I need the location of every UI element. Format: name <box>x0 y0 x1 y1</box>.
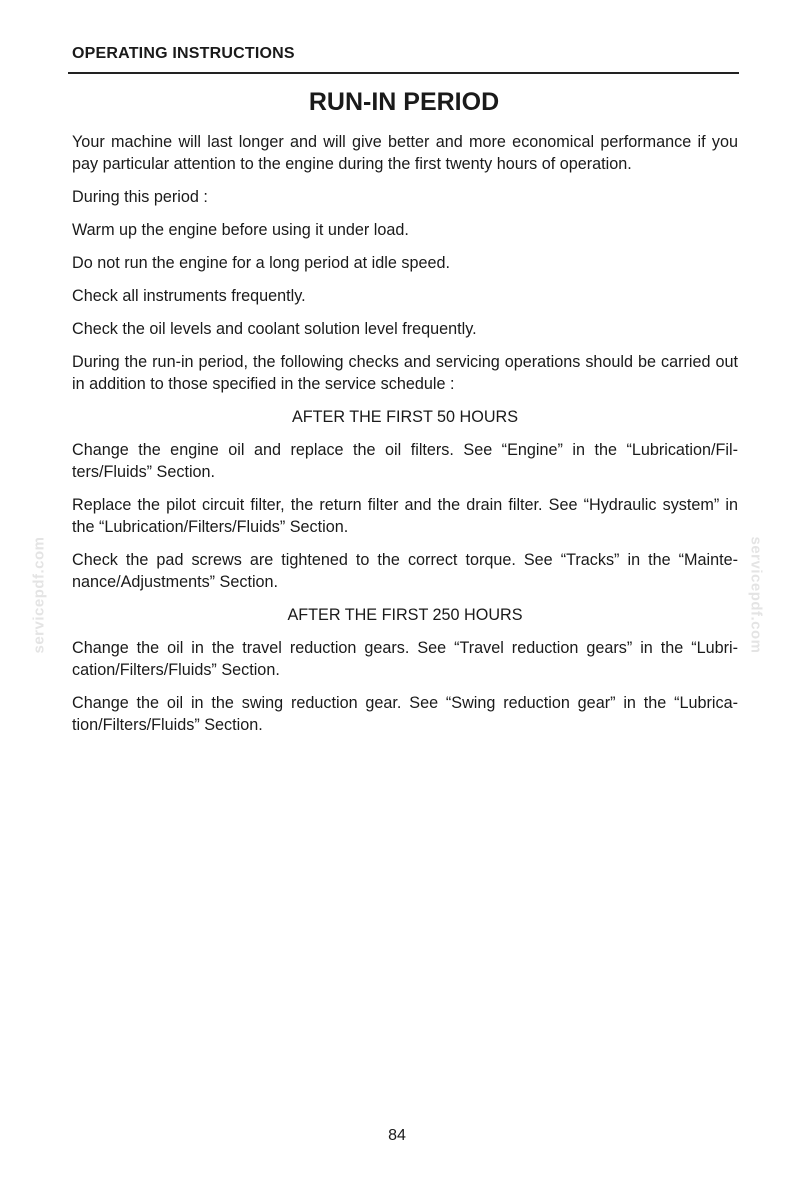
paragraph-engine-oil: Change the engine oil and replace the oil filters. See “Engine” in the “Lubrication/Filters/Fluids” Section. <box>72 441 738 481</box>
subheading-250-hours: AFTER THE FIRST 250 HOURS <box>287 606 523 624</box>
paragraph-replace-filters: Replace the pilot circuit filter, the return filter and the drain filter. See “Hydraulic system” in the “Lubrication/Filters/Fluids” Section. <box>72 496 738 536</box>
section-header: OPERATING INSTRUCTIONS <box>72 45 295 62</box>
watermark-left: servicepdf.com <box>30 536 48 654</box>
page-title: RUN-IN PERIOD <box>308 88 500 116</box>
paragraph-run-in-checks: During the run-in period, the following checks and servicing operations should be carried out in addition to those specified in the service schedule : <box>72 353 738 393</box>
watermark-right: servicepdf.com <box>747 536 765 654</box>
intro-paragraph: Your machine will last longer and will give better and more economical performance if you pay particular attention to the engine during the first twenty hours of operation. <box>72 133 738 173</box>
paragraph-idle-speed: Do not run the engine for a long period at idle speed. <box>72 254 450 272</box>
body-text <box>72 131 738 747</box>
paragraph-check-instruments: Check all instruments frequently. <box>72 287 306 305</box>
paragraph-pad-screws: Check the pad screws are tightened to the correct torque. See “Tracks” in the “Maintenance/Adjustments” Section. <box>72 551 738 591</box>
paragraph-travel-reduction: Change the oil in the travel reduction gears. See “Travel reduction gears” in the “Lubrication/Filters/Fluids” Section. <box>72 639 738 679</box>
paragraph-check-levels: Check the oil levels and coolant solution level frequently. <box>72 320 477 338</box>
paragraph-swing-reduction: Change the oil in the swing reduction gear. See “Swing reduction gear” in the “Lubrication/Filters/Fluids” Section. <box>72 694 738 734</box>
subheading-50-hours: AFTER THE FIRST 50 HOURS <box>291 408 519 426</box>
header-divider <box>68 72 739 74</box>
paragraph-warm-up: Warm up the engine before using it under load. <box>72 221 409 239</box>
page-number: 84 <box>388 1127 406 1144</box>
paragraph-during-period: During this period : <box>72 188 208 206</box>
